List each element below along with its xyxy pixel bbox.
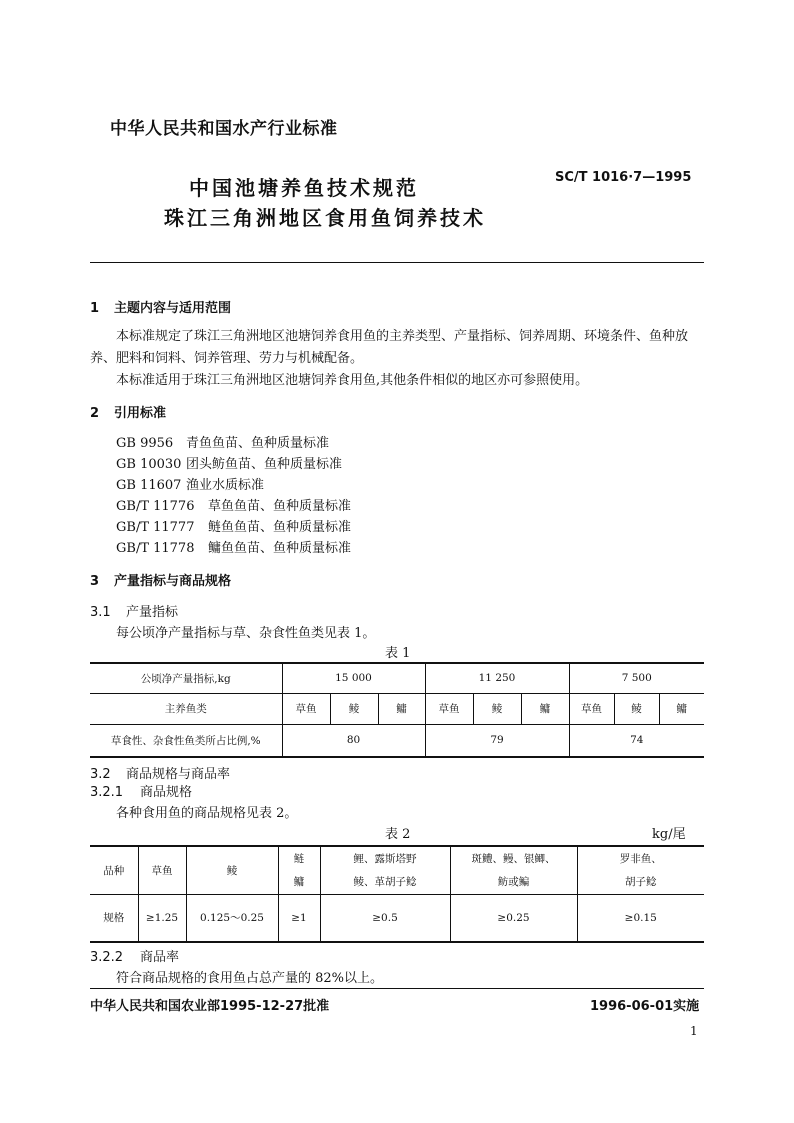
- table-cell: 草鱼: [138, 846, 186, 894]
- reference-code: GB 11607: [116, 478, 182, 493]
- subsection-title: 商品规格与商品率: [126, 767, 231, 782]
- section-1-paragraph-1-line-2: 养、肥料和饲料、饲养管理、劳力与机械配备。: [90, 351, 364, 366]
- table-1: [90, 662, 704, 758]
- table-cell: 11 250: [425, 663, 569, 693]
- reference-code: GB/T 11777: [116, 520, 195, 535]
- approval-line: 中华人民共和国农业部1995-12-27批准: [90, 999, 330, 1014]
- subsection-number: 3.1: [90, 605, 111, 620]
- reference-item: [116, 516, 351, 535]
- table-cell: 鳙: [659, 693, 704, 724]
- section-title: 产量指标与商品规格: [114, 574, 232, 589]
- table-cell: [450, 846, 577, 894]
- section-3-heading: [90, 570, 231, 589]
- table-cell: 鳙: [521, 693, 569, 724]
- table-cell: 0.125～0.25: [186, 894, 278, 942]
- table-2: [90, 845, 704, 943]
- table-cell: [320, 846, 450, 894]
- table-cell: 鲮: [186, 846, 278, 894]
- subsection-title: 商品规格: [140, 785, 193, 800]
- section-1-heading: [90, 297, 231, 316]
- table-1-caption: 表 1: [385, 646, 411, 661]
- table-cell: 鲮: [614, 693, 659, 724]
- reference-name: 鳙鱼鱼苗、鱼种质量标准: [208, 541, 352, 556]
- cell-line: 鲤、露斯塔野: [353, 853, 417, 866]
- reference-item: [116, 537, 351, 556]
- section-title: 主题内容与适用范围: [114, 301, 232, 316]
- subsection-title: 产量指标: [126, 605, 179, 620]
- table-cell: ≥1: [278, 894, 320, 942]
- table-row: [90, 724, 704, 757]
- subsection-number: 3.2.1: [90, 785, 124, 800]
- table-cell: 79: [425, 724, 569, 757]
- section-title: 引用标准: [114, 406, 167, 421]
- subsection-3-1-heading: [90, 601, 178, 620]
- header-rule: [90, 262, 704, 263]
- subsection-number: 3.2.2: [90, 950, 124, 965]
- table-2-unit: kg/尾: [652, 827, 686, 842]
- table-row: [90, 894, 704, 942]
- table-cell: ≥0.25: [450, 894, 577, 942]
- table-cell: 鲮: [330, 693, 378, 724]
- reference-name: 青鱼鱼苗、鱼种质量标准: [186, 436, 330, 451]
- table-cell: 15 000: [282, 663, 425, 693]
- reference-code: GB/T 11776: [116, 499, 195, 514]
- subsection-3-2-2-heading: [90, 946, 179, 965]
- document-title-line1: 中国池塘养鱼技术规范: [189, 176, 419, 200]
- table-row: [90, 663, 704, 693]
- section-number: 1: [90, 301, 100, 316]
- reference-name: 团头鲂鱼苗、鱼种质量标准: [186, 457, 343, 472]
- reference-code: GB 9956: [116, 436, 174, 451]
- table-cell: 草食性、杂食性鱼类所占比例,%: [90, 724, 282, 757]
- subsection-3-2-heading: [90, 763, 230, 782]
- reference-code: GB 10030: [116, 457, 182, 472]
- table-row: [90, 846, 704, 894]
- table-cell: ≥0.5: [320, 894, 450, 942]
- reference-item: [116, 432, 329, 451]
- subsection-3-2-1-heading: [90, 781, 192, 800]
- table-cell: 7 500: [569, 663, 704, 693]
- subsection-title: 商品率: [140, 950, 180, 965]
- section-1-paragraph-2: 本标准适用于珠江三角洲地区池塘饲养食用鱼,其他条件相似的地区亦可参照使用。: [116, 373, 589, 388]
- subsection-3-2-1-text: 各种食用鱼的商品规格见表 2。: [116, 806, 298, 821]
- table-cell: ≥1.25: [138, 894, 186, 942]
- section-number: 2: [90, 406, 100, 421]
- cell-line: 斑鳢、鳗、银鲫、: [471, 853, 556, 866]
- table-2-caption: 表 2: [385, 827, 411, 842]
- table-cell: 鳙: [378, 693, 425, 724]
- effective-date: 1996-06-01实施: [590, 999, 700, 1014]
- section-2-heading: [90, 402, 166, 421]
- section-1-paragraph-1-line-1: 本标准规定了珠江三角洲地区池塘饲养食用鱼的主养类型、产量指标、饲养周期、环境条件、鱼种放: [116, 329, 689, 344]
- table-cell: 草鱼: [282, 693, 330, 724]
- page-number: 1: [690, 1024, 698, 1038]
- table-cell: 74: [569, 724, 704, 757]
- table-cell: 鲮: [473, 693, 521, 724]
- cell-line: 鳙: [293, 876, 305, 889]
- reference-item: [116, 474, 264, 493]
- table-cell: [278, 846, 320, 894]
- table-cell: 草鱼: [425, 693, 473, 724]
- standard-org-header: 中华人民共和国水产行业标准: [110, 119, 338, 139]
- cell-line: 鲂或鳊: [497, 876, 530, 889]
- document-title-line2: 珠江三角洲地区食用鱼饲养技术: [164, 206, 486, 230]
- reference-item: [116, 453, 342, 472]
- subsection-3-2-2-text: 符合商品规格的食用鱼占总产量的 82%以上。: [116, 971, 384, 986]
- reference-name: 鲢鱼鱼苗、鱼种质量标准: [208, 520, 352, 535]
- table-row: [90, 693, 704, 724]
- section-number: 3: [90, 574, 100, 589]
- standard-code: SC/T 1016·7—1995: [555, 170, 692, 185]
- subsection-3-1-text: 每公顷净产量指标与草、杂食性鱼类见表 1。: [116, 626, 376, 641]
- table-cell: 公顷净产量指标,kg: [90, 663, 282, 693]
- cell-line: 鲮、革胡子鲶: [353, 876, 417, 889]
- cell-line: 罗非鱼、: [619, 853, 662, 866]
- cell-line: 鲢: [293, 853, 305, 866]
- reference-name: 草鱼鱼苗、鱼种质量标准: [208, 499, 352, 514]
- table-cell: 草鱼: [569, 693, 614, 724]
- table-cell: [577, 846, 704, 894]
- reference-item: [116, 495, 351, 514]
- reference-code: GB/T 11778: [116, 541, 195, 556]
- cell-line: 胡子鲶: [625, 876, 657, 889]
- table-cell: ≥0.15: [577, 894, 704, 942]
- table-cell: 品种: [90, 846, 138, 894]
- reference-name: 渔业水质标准: [186, 478, 265, 493]
- subsection-number: 3.2: [90, 767, 111, 782]
- footer-rule: [90, 988, 704, 989]
- table-cell: 主养鱼类: [90, 693, 282, 724]
- table-cell: 规格: [90, 894, 138, 942]
- table-cell: 80: [282, 724, 425, 757]
